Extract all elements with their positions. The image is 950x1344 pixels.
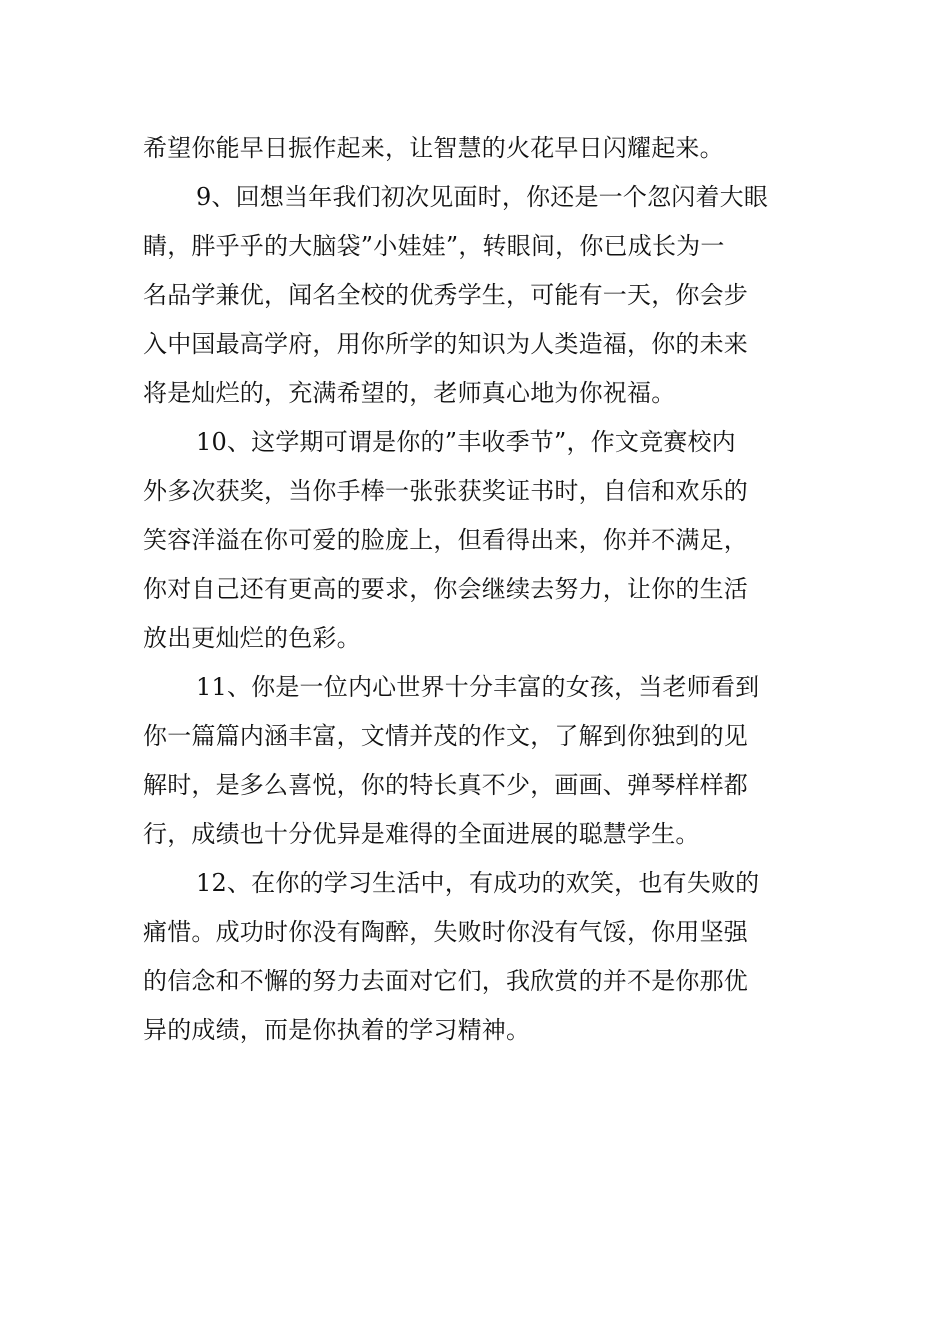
paragraph-10 <box>143 418 811 663</box>
text-line: 12、在你的学习生活中，有成功的欢笑，也有失败的 <box>196 869 760 897</box>
text-line: 外多次获奖，当你手棒一张张获奖证书时，自信和欢乐的 <box>143 477 748 505</box>
text-line: 行，成绩也十分优异是难得的全面进展的聪慧学生。 <box>143 820 700 848</box>
text-line: 入中国最高学府，用你所学的知识为人类造福，你的未来 <box>143 330 748 358</box>
text-line: 睛，胖乎乎的大脑袋”小娃娃”，转眼间，你已成长为一 <box>143 232 725 260</box>
text-line: 10、这学期可谓是你的”丰收季节”，作文竞赛校内 <box>196 428 736 456</box>
text-line: 解时，是多么喜悦，你的特长真不少，画画、弹琴样样都 <box>143 771 748 799</box>
text-line: 你一篇篇内涵丰富，文情并茂的作文，了解到你独到的见 <box>143 722 748 750</box>
paragraph-9 <box>143 173 811 418</box>
text-line: 的信念和不懈的努力去面对它们，我欣赏的并不是你那优 <box>143 967 748 995</box>
text-line: 9、回想当年我们初次见面时，你还是一个忽闪着大眼 <box>196 183 769 211</box>
document-body <box>143 124 811 1055</box>
paragraph-11 <box>143 663 811 859</box>
text-line: 将是灿烂的，充满希望的，老师真心地为你祝福。 <box>143 379 676 407</box>
text-line: 异的成绩，而是你执着的学习精神。 <box>143 1016 531 1044</box>
text-line: 11、你是一位内心世界十分丰富的女孩，当老师看到 <box>196 673 760 701</box>
text-line: 放出更灿烂的色彩。 <box>143 624 361 652</box>
paragraph-continuation <box>143 124 811 173</box>
text-line: 名品学兼优，闻名全校的优秀学生，可能有一天，你会步 <box>143 281 748 309</box>
text-line: 你对自己还有更高的要求，你会继续去努力，让你的生活 <box>143 575 748 603</box>
text-line: 笑容洋溢在你可爱的脸庞上，但看得出来，你并不满足， <box>143 526 748 554</box>
paragraph-12 <box>143 859 811 1055</box>
text-line: 痛惜。成功时你没有陶醉，失败时你没有气馁，你用坚强 <box>143 918 748 946</box>
text-line: 希望你能早日振作起来，让智慧的火花早日闪耀起来。 <box>143 134 724 162</box>
